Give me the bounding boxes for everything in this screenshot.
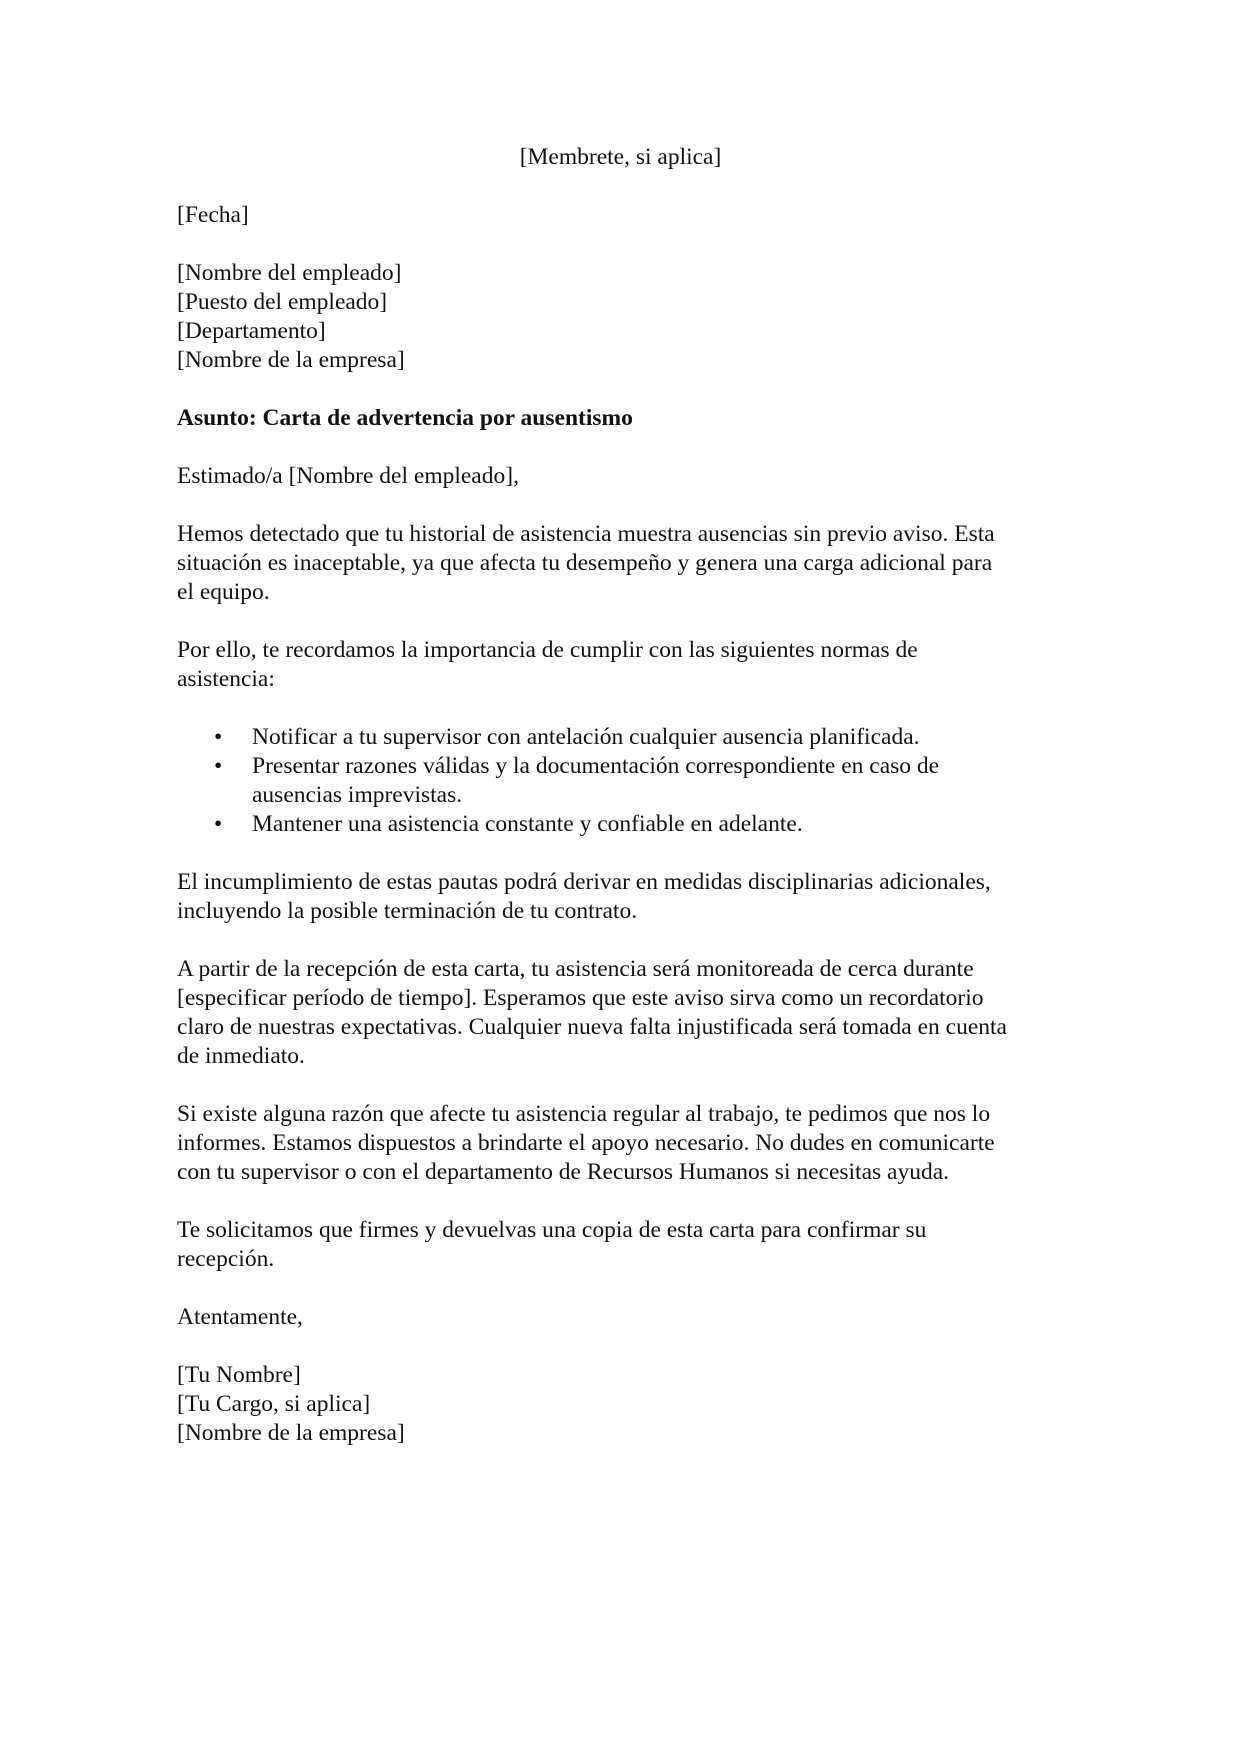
paragraph-line: El incumplimiento de estas pautas podrá derivar en medidas disciplinarias adicionales,: [177, 869, 991, 895]
recipient-department: [Departamento]: [177, 318, 326, 344]
letter-closing: Atentamente,: [177, 1304, 303, 1330]
bullet-icon: •: [214, 724, 223, 750]
paragraph-line: A partir de la recepción de esta carta, tu asistencia será monitoreada de cerca durante: [177, 956, 974, 982]
recipient-name: [Nombre del empleado]: [177, 260, 402, 286]
bullet-icon: •: [214, 811, 223, 837]
paragraph-line: asistencia:: [177, 666, 275, 692]
paragraph-line: Si existe alguna razón que afecte tu asistencia regular al trabajo, te pedimos que nos lo: [177, 1101, 991, 1127]
paragraph-line: Te solicitamos que firmes y devuelvas una copia de esta carta para confirmar su: [177, 1217, 927, 1243]
paragraph-consequences: [177, 868, 1077, 926]
letter-subject: Asunto: Carta de advertencia por ausentismo: [177, 405, 633, 431]
paragraph-line: con tu supervisor o con el departamento de Recursos Humanos si necesitas ayuda.: [177, 1159, 950, 1185]
paragraph-line: claro de nuestras expectativas. Cualquier nueva falta injustificada será tomada en cuenta: [177, 1014, 1007, 1040]
letter-body: [177, 143, 1077, 1448]
signature-block: [177, 1361, 1077, 1448]
paragraph-absences: [177, 520, 1077, 607]
paragraph-line: Por ello, te recordamos la importancia de cumplir con las siguientes normas de: [177, 637, 918, 663]
recipient-company: [Nombre de la empresa]: [177, 347, 405, 373]
paragraph-line: de inmediato.: [177, 1043, 305, 1069]
signature-company: [Nombre de la empresa]: [177, 1420, 405, 1446]
paragraph-monitoring: [177, 955, 1077, 1071]
paragraph-support: [177, 1100, 1077, 1187]
paragraph-line: informes. Estamos dispuestos a brindarte el apoyo necesario. No dudes en comunicarte: [177, 1130, 995, 1156]
paragraph-line: recepción.: [177, 1246, 275, 1272]
list-item-text: Mantener una asistencia constante y confiable en adelante.: [252, 811, 803, 837]
recipient-position: [Puesto del empleado]: [177, 289, 388, 315]
list-item-text: Presentar razones válidas y la documentación correspondiente en caso de: [252, 753, 940, 779]
paragraph-signature-request: [177, 1216, 1077, 1274]
paragraph-line: el equipo.: [177, 579, 270, 605]
list-item: [177, 752, 1077, 810]
letterhead: [Membrete, si aplica]: [519, 144, 722, 170]
list-item: [177, 723, 1077, 752]
attendance-rules-list: [177, 723, 1077, 839]
letter-greeting: Estimado/a [Nombre del empleado],: [177, 463, 519, 489]
paragraph-line: incluyendo la posible terminación de tu contrato.: [177, 898, 638, 924]
paragraph-line: Hemos detectado que tu historial de asistencia muestra ausencias sin previo aviso. Esta: [177, 521, 995, 547]
paragraph-rules-intro: [177, 636, 1077, 694]
list-item-text: Notificar a tu supervisor con antelación cualquier ausencia planificada.: [252, 724, 920, 750]
signature-name: [Tu Nombre]: [177, 1362, 301, 1388]
list-item: [177, 810, 1077, 839]
recipient-block: [177, 259, 1077, 375]
paragraph-line: situación es inaceptable, ya que afecta tu desempeño y genera una carga adicional para: [177, 550, 993, 576]
list-item-text: ausencias imprevistas.: [252, 782, 463, 808]
letter-date: [Fecha]: [177, 202, 249, 228]
signature-title: [Tu Cargo, si aplica]: [177, 1391, 371, 1417]
paragraph-line: [especificar período de tiempo]. Esperamos que este aviso sirva como un recordatorio: [177, 985, 984, 1011]
bullet-icon: •: [214, 753, 223, 779]
